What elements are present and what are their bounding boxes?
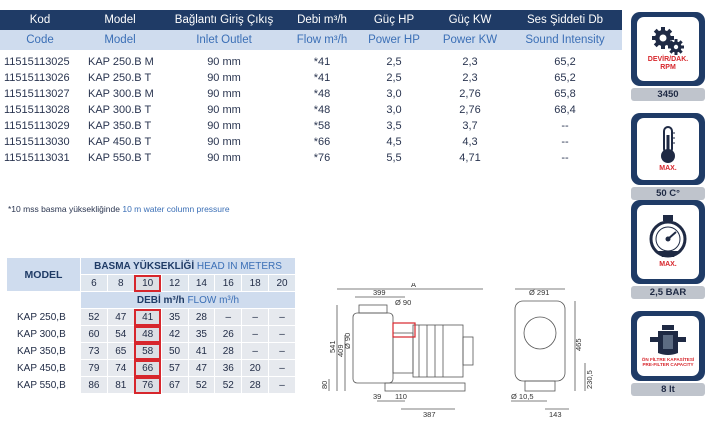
flow-cell: 60 xyxy=(81,326,108,343)
flow-cell: – xyxy=(269,343,296,360)
flow-cell: – xyxy=(242,309,269,326)
rpm-value: 3450 xyxy=(631,88,705,101)
dim-465: 465 xyxy=(574,338,583,351)
cell-sound: 65,2 xyxy=(554,72,576,84)
flow-title xyxy=(81,292,296,309)
dim-230-5: 230,5 xyxy=(585,370,594,389)
dim-541: 541 xyxy=(328,340,337,353)
table-row xyxy=(7,377,296,394)
pump-base xyxy=(385,383,465,391)
cell-kw: 2,76 xyxy=(459,104,481,116)
table-row xyxy=(0,118,622,134)
pump-housing xyxy=(393,333,413,373)
prefilter-label: ÖN FİLTRE KAPASİTESİ PRE-FILTER CAPACITY xyxy=(641,356,695,367)
cell-hp: 2,5 xyxy=(386,56,402,68)
header-sound-tr: Ses Şiddeti Db xyxy=(508,10,622,30)
cell-kw: 2,76 xyxy=(459,88,481,100)
cell-flow: *66 xyxy=(313,136,331,148)
cell-hp: 4,5 xyxy=(386,136,402,148)
cell-connection: 90 mm xyxy=(207,104,241,116)
flow-title-en: FLOW m³/h xyxy=(187,294,240,306)
flow-title-tr: DEBİ m³/h xyxy=(136,294,185,306)
flow-cell-highlight: 76 xyxy=(134,377,161,394)
cell-flow: *41 xyxy=(313,56,331,68)
rpm-badge xyxy=(631,12,705,86)
header-code-tr: Kod xyxy=(0,10,80,30)
head-table-model-header: MODEL xyxy=(7,258,81,292)
cell-flow: *76 xyxy=(313,152,331,164)
pre-filter-icon xyxy=(650,325,686,357)
pump-dimension-drawing xyxy=(315,283,615,419)
table-row xyxy=(7,309,296,326)
flow-cell: 41 xyxy=(188,343,215,360)
dim-a: A xyxy=(411,283,417,289)
cell-connection: 90 mm xyxy=(207,88,241,100)
temperature-label: MAX. xyxy=(659,165,677,172)
head-value: 14 xyxy=(188,275,215,292)
cell-sound: -- xyxy=(561,120,569,132)
table-row xyxy=(0,70,622,86)
flow-cell-highlight: 48 xyxy=(134,326,161,343)
cell-hp: 3,0 xyxy=(386,104,402,116)
flow-cell: 57 xyxy=(161,360,188,377)
thermometer-icon xyxy=(658,125,678,165)
prefilter-value: 8 lt xyxy=(631,383,705,396)
flow-cell: – xyxy=(215,309,242,326)
cell-model: KAP 450.B T xyxy=(88,136,152,148)
cell-sound: -- xyxy=(561,136,569,148)
head-value: 18 xyxy=(242,275,269,292)
flow-cell: 35 xyxy=(161,309,188,326)
gears-icon xyxy=(651,26,685,56)
header-hp-en: Power HP xyxy=(356,30,432,50)
footnote-en: 10 m water column pressure xyxy=(122,204,230,214)
head-value: 20 xyxy=(269,275,296,292)
flow-cell: – xyxy=(269,326,296,343)
flow-cell: 67 xyxy=(161,377,188,394)
header-flow-tr: Debi m³/h xyxy=(288,10,356,30)
dim-80: 80 xyxy=(320,380,329,389)
flow-cell: 20 xyxy=(242,360,269,377)
pressure-label: MAX. xyxy=(659,261,677,268)
header-sound-en: Sound Intensity xyxy=(508,30,622,50)
cell-connection: 90 mm xyxy=(207,72,241,84)
header-connection-tr: Bağlantı Giriş Çıkış xyxy=(160,10,288,30)
flow-cell: 54 xyxy=(107,326,134,343)
cell-connection: 90 mm xyxy=(207,136,241,148)
cell-code: 11515113031 xyxy=(4,152,70,164)
head-title-tr: BASMA YÜKSEKLİĞİ xyxy=(94,260,195,272)
table-row xyxy=(7,343,296,360)
spec-header-tr xyxy=(0,10,622,30)
footnote xyxy=(8,204,230,214)
flow-cell-highlight: 41 xyxy=(134,309,161,326)
flow-cell: – xyxy=(242,343,269,360)
cell-model: KAP 550.B T xyxy=(88,152,152,164)
cell-hp: 3,5 xyxy=(386,120,402,132)
row-model: KAP 550,B xyxy=(7,377,81,394)
cell-flow: *58 xyxy=(313,120,331,132)
flow-cell: 52 xyxy=(81,309,108,326)
head-value: 12 xyxy=(161,275,188,292)
pressure-gauge-icon xyxy=(648,215,688,261)
cell-code: 11515113029 xyxy=(4,120,70,132)
pump-side-view xyxy=(515,301,565,381)
pressure-badge xyxy=(631,200,705,284)
flow-cell: 73 xyxy=(81,343,108,360)
header-kw-tr: Güç KW xyxy=(432,10,508,30)
blank-cell xyxy=(7,292,81,309)
flow-cell: 36 xyxy=(215,360,242,377)
dim-90-vertical: Ø 90 xyxy=(343,332,352,349)
cell-code: 11515113026 xyxy=(4,72,70,84)
cell-connection: 90 mm xyxy=(207,120,241,132)
prefilter-badge xyxy=(631,311,705,381)
flow-cell: 74 xyxy=(107,360,134,377)
header-hp-tr: Güç HP xyxy=(356,10,432,30)
cell-kw: 3,7 xyxy=(462,120,478,132)
flow-cell: 52 xyxy=(188,377,215,394)
cell-kw: 2,3 xyxy=(462,56,478,68)
cell-sound: 65,8 xyxy=(554,88,576,100)
spec-header-en xyxy=(0,30,622,50)
cell-sound: -- xyxy=(561,152,569,164)
flow-cell: 65 xyxy=(107,343,134,360)
cell-model: KAP 350.B T xyxy=(88,120,152,132)
outlet-highlight xyxy=(393,323,415,337)
cell-code: 11515113025 xyxy=(4,56,70,68)
flow-cell: 86 xyxy=(81,377,108,394)
flow-cell: 47 xyxy=(188,360,215,377)
table-row xyxy=(0,54,622,70)
pump-prefilter-lid xyxy=(359,305,387,313)
header-connection-en: Inlet Outlet xyxy=(160,30,288,50)
header-model-tr: Model xyxy=(80,10,160,30)
flow-cell: 26 xyxy=(215,326,242,343)
cell-kw: 4,3 xyxy=(462,136,478,148)
cell-model: KAP 250.B M xyxy=(88,56,154,68)
cell-sound: 68,4 xyxy=(554,104,576,116)
cell-flow: *41 xyxy=(313,72,331,84)
footnote-tr: *10 mss basma yüksekliğinde xyxy=(8,204,120,214)
cell-code: 11515113030 xyxy=(4,136,70,148)
flow-cell: 28 xyxy=(188,309,215,326)
table-row xyxy=(7,360,296,377)
flow-cell: 47 xyxy=(107,309,134,326)
flow-cell: 42 xyxy=(161,326,188,343)
flow-cell: 79 xyxy=(81,360,108,377)
flow-cell-highlight: 58 xyxy=(134,343,161,360)
row-model: KAP 300,B xyxy=(7,326,81,343)
dim-291: Ø 291 xyxy=(529,288,550,297)
head-value: 16 xyxy=(215,275,242,292)
table-row xyxy=(0,134,622,150)
dim-143: 143 xyxy=(549,410,562,419)
flow-cell: – xyxy=(242,326,269,343)
dim-387: 387 xyxy=(423,410,436,419)
cell-flow: *48 xyxy=(313,104,331,116)
head-value: 8 xyxy=(107,275,134,292)
head-flow-table xyxy=(6,257,296,394)
cell-model: KAP 250.B T xyxy=(88,72,152,84)
spec-table xyxy=(0,10,622,166)
flow-cell: 28 xyxy=(242,377,269,394)
cell-connection: 90 mm xyxy=(207,152,241,164)
dim-110: 110 xyxy=(395,392,407,401)
flow-cell: 50 xyxy=(161,343,188,360)
dim-409: 409 xyxy=(336,344,345,357)
dim-39: 39 xyxy=(373,392,382,401)
head-value-highlight: 10 xyxy=(134,275,161,292)
row-model: KAP 250,B xyxy=(7,309,81,326)
header-code-en: Code xyxy=(0,30,80,50)
rpm-label: DEVİR/DAK. RPM xyxy=(647,56,689,71)
flow-cell: 35 xyxy=(188,326,215,343)
table-row xyxy=(7,326,296,343)
cell-sound: 65,2 xyxy=(554,56,576,68)
flow-cell: 28 xyxy=(215,343,242,360)
cell-hp: 2,5 xyxy=(386,72,402,84)
flow-cell-highlight: 66 xyxy=(134,360,161,377)
flow-cell: – xyxy=(269,309,296,326)
flow-cell: 52 xyxy=(215,377,242,394)
flow-cell: – xyxy=(269,377,296,394)
header-model-en: Model xyxy=(80,30,160,50)
table-row xyxy=(0,150,622,166)
cell-code: 11515113027 xyxy=(4,88,70,100)
cell-hp: 3,0 xyxy=(386,88,402,100)
cell-model: KAP 300.B M xyxy=(88,88,154,100)
pressure-value: 2,5 BAR xyxy=(631,286,705,299)
temperature-value: 50 C° xyxy=(631,187,705,200)
table-row xyxy=(0,102,622,118)
head-title xyxy=(81,258,296,275)
dim-399: 399 xyxy=(373,288,386,297)
pump-motor xyxy=(413,325,463,377)
cell-model: KAP 300.B T xyxy=(88,104,152,116)
row-model: KAP 450,B xyxy=(7,360,81,377)
head-title-en: HEAD IN METERS xyxy=(196,260,282,272)
cell-kw: 2,3 xyxy=(462,72,478,84)
flow-cell: – xyxy=(269,360,296,377)
row-model: KAP 350,B xyxy=(7,343,81,360)
cell-code: 11515113028 xyxy=(4,104,70,116)
head-value: 6 xyxy=(81,275,108,292)
cell-hp: 5,5 xyxy=(386,152,402,164)
flow-cell: 81 xyxy=(107,377,134,394)
dim-10-5: Ø 10,5 xyxy=(511,392,534,401)
table-row xyxy=(0,86,622,102)
cell-connection: 90 mm xyxy=(207,56,241,68)
header-kw-en: Power KW xyxy=(432,30,508,50)
header-flow-en: Flow m³/h xyxy=(288,30,356,50)
temperature-badge xyxy=(631,113,705,185)
pump-prefilter-body xyxy=(353,313,393,383)
cell-kw: 4,71 xyxy=(459,152,481,164)
dim-90: Ø 90 xyxy=(395,298,412,307)
cell-flow: *48 xyxy=(313,88,331,100)
